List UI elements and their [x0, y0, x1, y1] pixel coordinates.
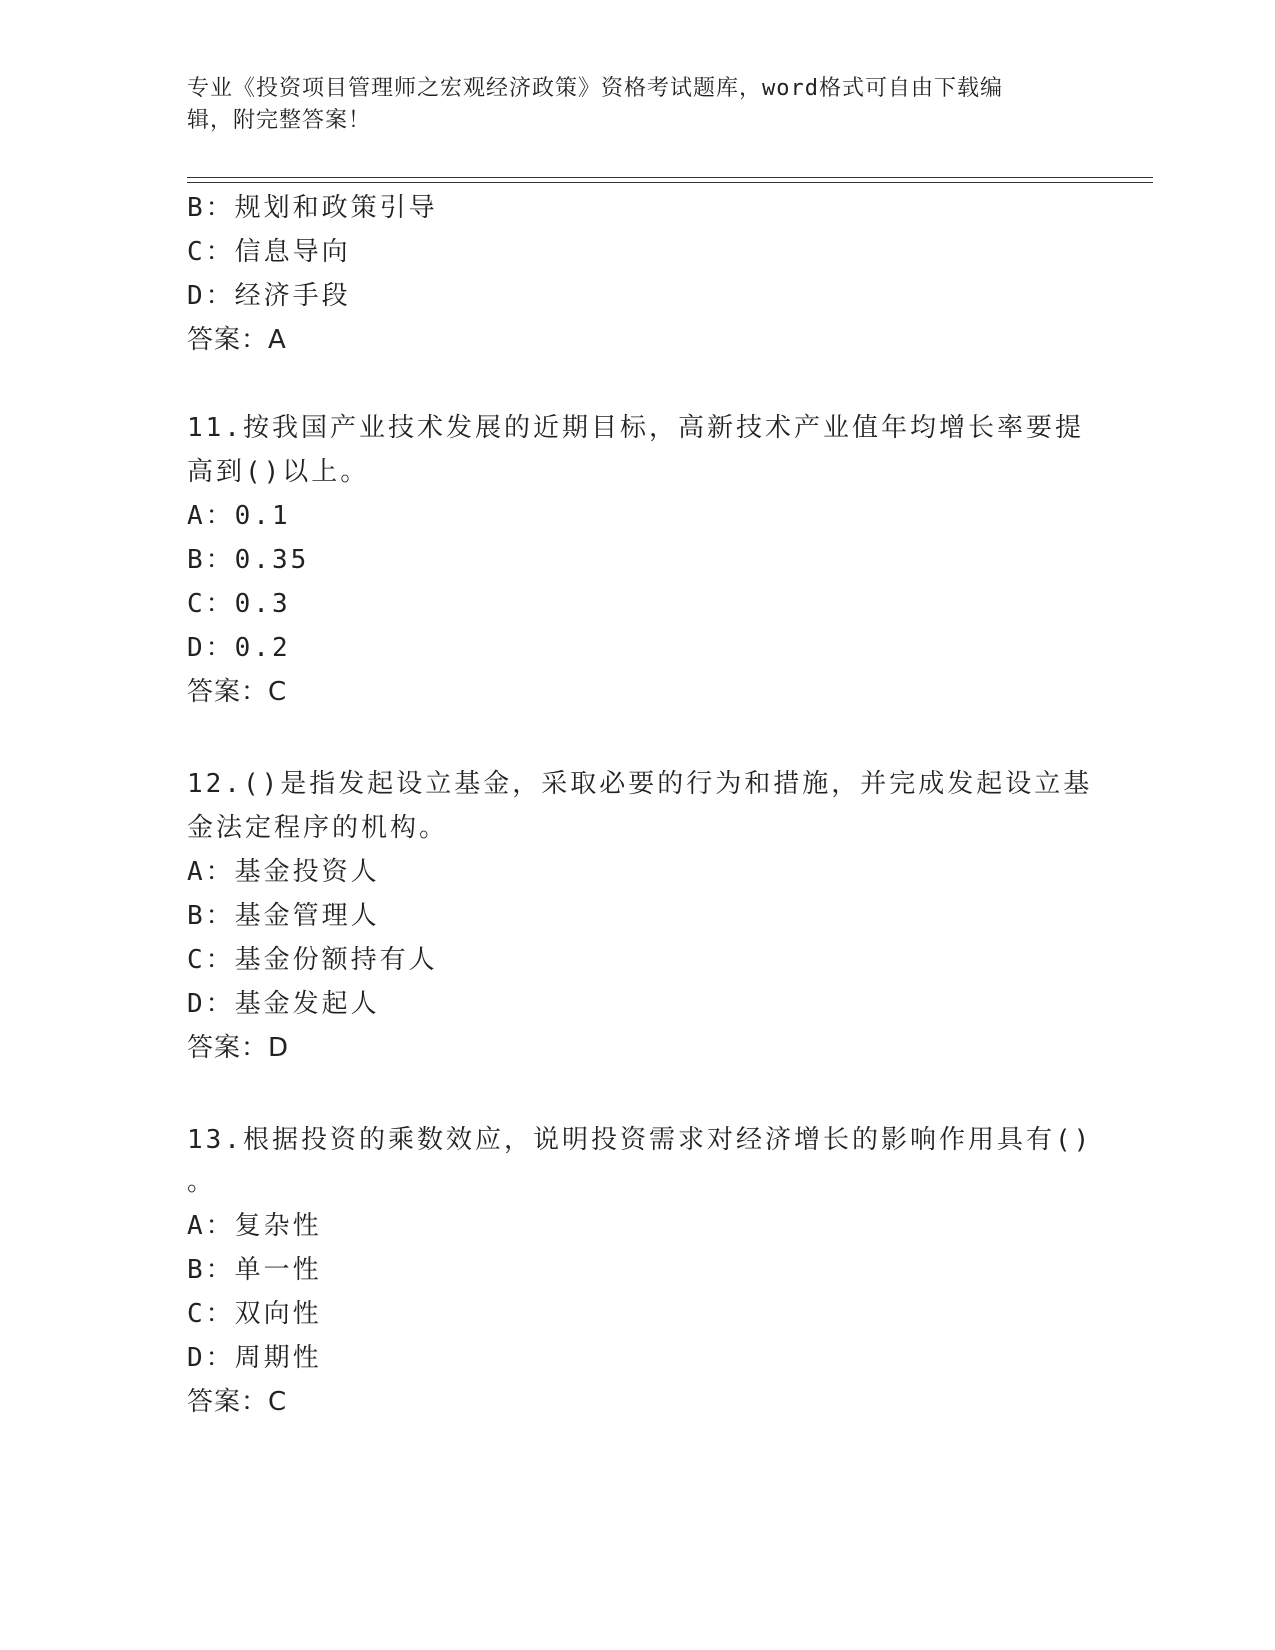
header-divider-top	[187, 177, 1153, 178]
q11-option-b: B：0.35	[187, 545, 310, 575]
q12-option-a: A：基金投资人	[187, 857, 380, 887]
q11-stem-line-1: 11.按我国产业技术发展的近期目标，高新技术产业值年均增长率要提	[187, 413, 1084, 443]
q13-option-b: B：单一性	[187, 1255, 322, 1285]
q12-answer: 答案：D	[187, 1033, 290, 1063]
q13-option-a: A：复杂性	[187, 1211, 322, 1241]
prev-answer: 答案：A	[187, 325, 287, 355]
q13-stem-line-1: 13.根据投资的乘数效应，说明投资需求对经济增长的影响作用具有()	[187, 1125, 1093, 1155]
q13-option-c: C：双向性	[187, 1299, 322, 1329]
q12-stem-line-1: 12.()是指发起设立基金，采取必要的行为和措施，并完成发起设立基	[187, 769, 1093, 799]
prev-option-c: C：信息导向	[187, 237, 351, 267]
q11-option-d: D：0.2	[187, 633, 291, 663]
header-divider-bottom	[187, 182, 1153, 183]
q12-option-c: C：基金份额持有人	[187, 945, 438, 975]
q13-stem-line-2: 。	[187, 1167, 217, 1197]
prev-option-d: D：经济手段	[187, 281, 351, 311]
q13-option-d: D：周期性	[187, 1343, 322, 1373]
q11-stem-line-2: 高到()以上。	[187, 457, 370, 487]
prev-option-b: B：规划和政策引导	[187, 193, 438, 223]
header-line-1: 专业《投资项目管理师之宏观经济政策》资格考试题库，word格式可自由下载编	[187, 76, 1003, 101]
q12-option-b: B：基金管理人	[187, 901, 380, 931]
q11-answer: 答案：C	[187, 677, 288, 707]
document-header	[187, 73, 1067, 137]
q12-stem-line-2: 金法定程序的机构。	[187, 813, 449, 843]
q13-answer: 答案：C	[187, 1387, 288, 1417]
q11-option-a: A：0.1	[187, 501, 291, 531]
q12-option-d: D：基金发起人	[187, 989, 380, 1019]
q11-option-c: C：0.3	[187, 589, 291, 619]
header-line-2: 辑，附完整答案！	[187, 108, 372, 133]
